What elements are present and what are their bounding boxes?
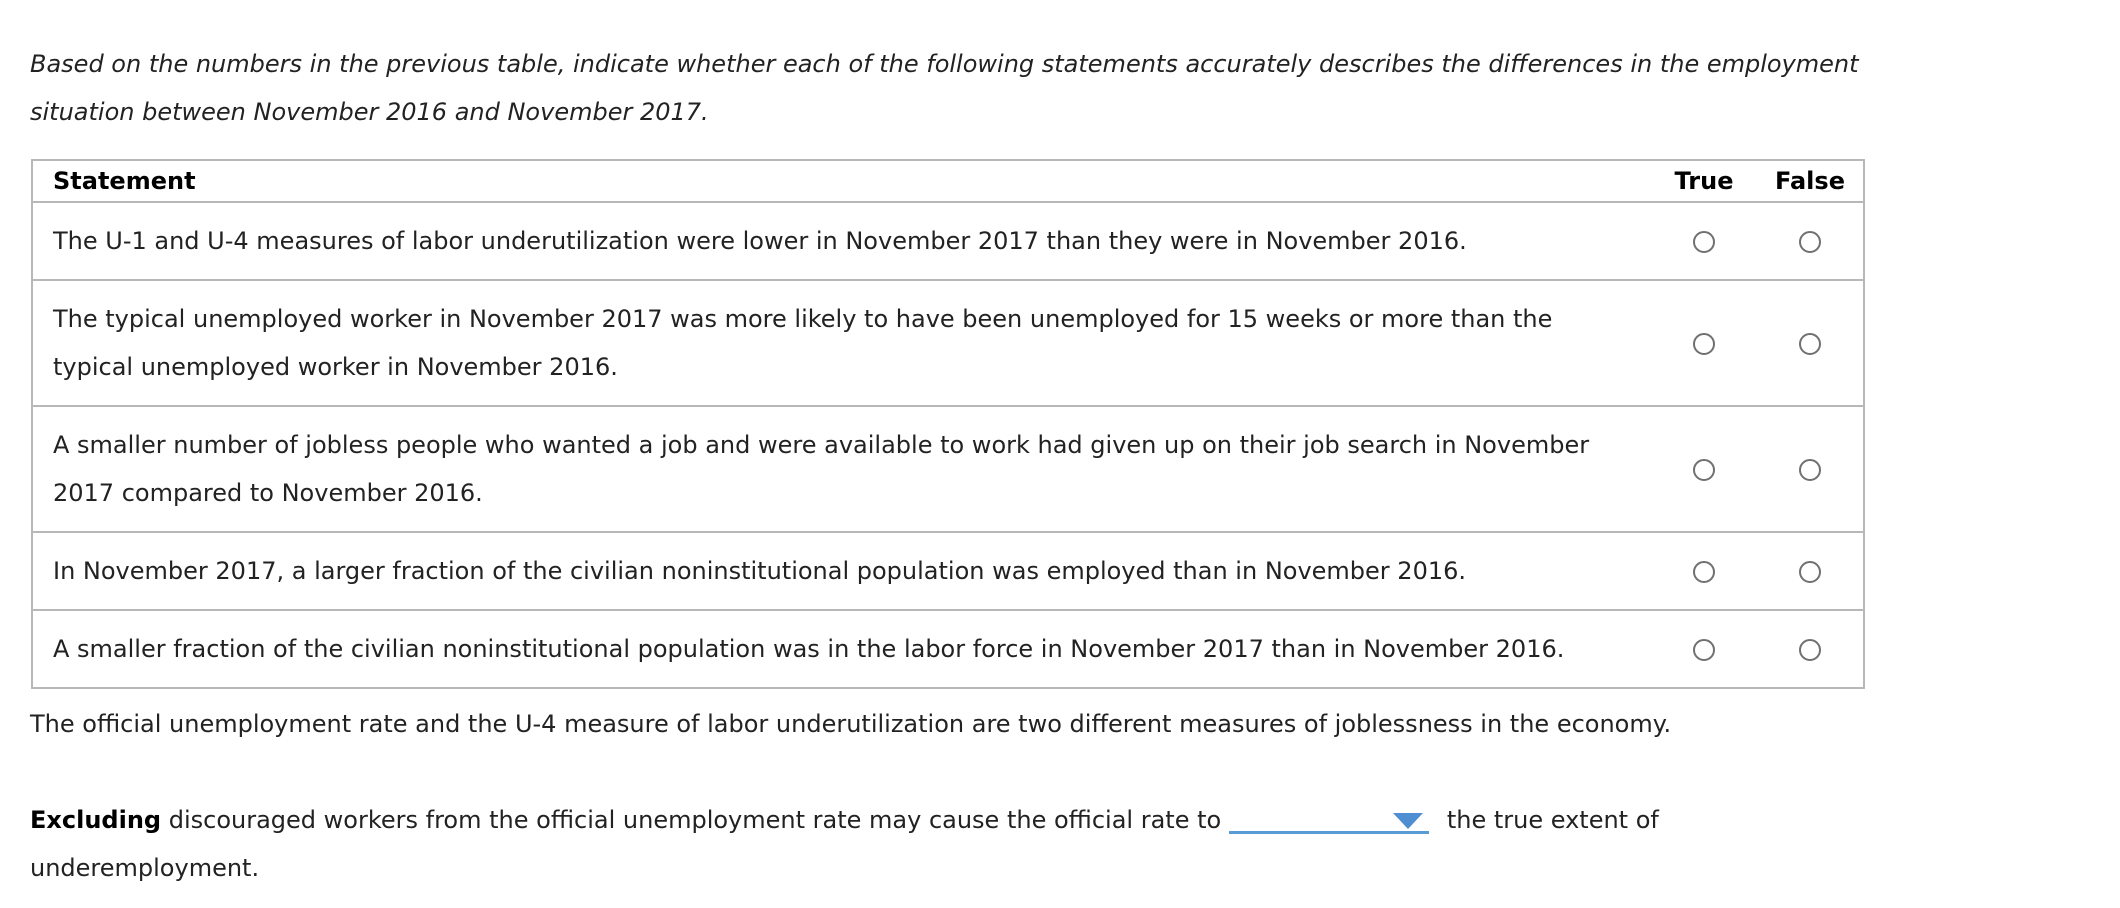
false-radio[interactable]	[1799, 561, 1821, 583]
header-statement: Statement	[32, 160, 1651, 202]
dropdown-question	[30, 796, 1730, 892]
statement-text: The U-1 and U-4 measures of labor underutilization were lower in November 2017 than they were in November 2016.	[32, 202, 1651, 280]
header-true: True	[1651, 160, 1757, 202]
table-row	[32, 406, 1864, 532]
instructions-text: Based on the numbers in the previous table, indicate whether each of the following statements accurately describes the differences in the employment situation between November 2016 and November 2017.	[30, 50, 1859, 126]
explanation-paragraph: The official unemployment rate and the U-4 measure of labor underutilization are two different measures of joblessness in the economy.	[30, 710, 1672, 738]
table-row	[32, 202, 1864, 280]
emphasis-word: Excluding	[30, 806, 162, 834]
header-false: False	[1757, 160, 1864, 202]
true-radio[interactable]	[1693, 639, 1715, 661]
table-row	[32, 532, 1864, 610]
question-text-before: discouraged workers from the official unemployment rate may cause the official rate to	[161, 806, 1222, 834]
false-radio[interactable]	[1799, 231, 1821, 253]
statement-text: A smaller number of jobless people who wanted a job and were available to work had given up on their job search in November 2017 compared to November 2016.	[32, 406, 1651, 532]
true-radio[interactable]	[1693, 333, 1715, 355]
true-false-table	[31, 159, 1865, 689]
question-text-after: the true extent of underemployment.	[30, 806, 1659, 882]
table-row	[32, 280, 1864, 406]
statement-text: In November 2017, a larger fraction of the civilian noninstitutional population was employed than in November 2016.	[32, 532, 1651, 610]
true-radio[interactable]	[1693, 459, 1715, 481]
false-radio[interactable]	[1799, 639, 1821, 661]
false-radio[interactable]	[1799, 333, 1821, 355]
answer-dropdown[interactable]	[1229, 799, 1429, 834]
statement-text: A smaller fraction of the civilian noninstitutional population was in the labor force in November 2017 than in November 2016.	[53, 635, 1565, 663]
true-radio[interactable]	[1693, 231, 1715, 253]
true-radio[interactable]	[1693, 561, 1715, 583]
table-row	[32, 610, 1864, 688]
false-radio[interactable]	[1799, 459, 1821, 481]
table-header-row	[32, 160, 1864, 202]
caret-down-icon	[1393, 813, 1423, 829]
statement-text: The typical unemployed worker in November 2017 was more likely to have been unemployed for 15 weeks or more than the typical unemployed worker in November 2016.	[32, 280, 1651, 406]
